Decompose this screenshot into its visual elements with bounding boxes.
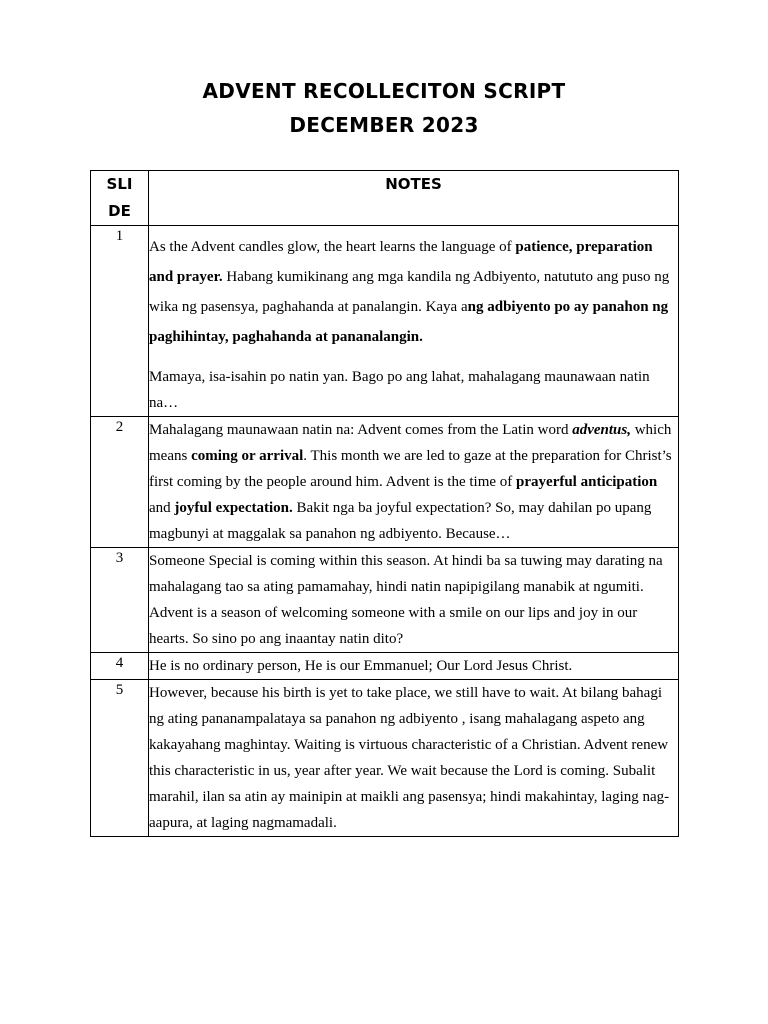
table-header-row xyxy=(91,171,679,226)
document-title: ADVENT RECOLLECITON SCRIPT xyxy=(202,79,566,103)
slide-column-header xyxy=(91,171,149,226)
notes-text: . This month we are led to gaze at the preparation for Christ’s first coming by the people around him. Advent is the time of xyxy=(149,448,672,490)
notes-paragraph xyxy=(149,232,678,352)
notes-column-header: NOTES xyxy=(149,171,679,226)
table-row xyxy=(91,417,679,548)
slide-notes: However, because his birth is yet to take place, we still have to wait. At bilang bahagi ng ating pananampalataya sa panahon ng adbiyento , isang mahalagang aspeto ang kakayahang maghintay. Waiting is virtuous characteristic of a Christian. Advent renew this characteristic in us, year after year. We wait because the Lord is coming. Subalit marahil, ilan sa atin ay mainipin at maikli ang pasensya; hindi makahintay, laging nag-aapura, at laging nagmamadali. xyxy=(149,680,679,837)
notes-text: and xyxy=(149,500,175,516)
notes-text: which means xyxy=(149,422,672,464)
slide-notes: Someone Special is coming within this season. At hindi ba sa tuwing may darating na mahalagang tao sa ating pamamahay, hindi natin napipigilang manabik at ngumiti. Advent is a season of welcoming someone with a smile on our lips and joy in our hearts. So sino po ang inaantay natin dito? xyxy=(149,548,679,653)
table-row xyxy=(91,653,679,680)
notes-bold-text: coming or arrival xyxy=(191,448,304,464)
notes-bold-italic-text: adventus, xyxy=(572,422,631,438)
notes-bold-text: prayerful anticipation xyxy=(516,474,658,490)
notes-text: As the Advent candles glow, the heart learns the language of xyxy=(149,239,516,255)
notes-bold-text: patience, preparation and prayer. xyxy=(149,239,653,285)
notes-bold-text: ng adbiyento po ay panahon ng paghihintay, paghahanda at pananalangin. xyxy=(149,299,669,345)
table-row xyxy=(91,680,679,837)
slide-header-line-1: SLI xyxy=(106,175,133,193)
slide-number: 1 xyxy=(91,226,149,417)
slide-notes: He is no ordinary person, He is our Emmanuel; Our Lord Jesus Christ. xyxy=(149,653,679,680)
slide-number: 5 xyxy=(91,680,149,837)
table-row xyxy=(91,226,679,417)
slide-number: 3 xyxy=(91,548,149,653)
slide-number: 2 xyxy=(91,417,149,548)
slide-header-line-2: DE xyxy=(108,202,131,220)
document-subtitle: DECEMBER 2023 xyxy=(289,113,479,137)
notes-paragraph: Mamaya, isa-isahin po natin yan. Bago po ang lahat, mahalagang maunawaan natin na… xyxy=(149,369,650,411)
table-row xyxy=(91,548,679,653)
script-table xyxy=(90,170,679,837)
notes-text: Mahalagang maunawaan natin na: Advent comes from the Latin word xyxy=(149,422,573,438)
slide-notes xyxy=(149,417,679,548)
slide-number: 4 xyxy=(91,653,149,680)
notes-text: Habang kumikinang ang mga kandila ng Adbiyento, natututo ang puso ng wika ng pasensya, paghahanda at panalangin. Kaya a xyxy=(149,269,670,315)
slide-notes xyxy=(149,226,679,417)
notes-text: Bakit nga ba joyful expectation? So, may dahilan po upang magbunyi at maggalak sa panahon ng adbiyento. Because… xyxy=(149,500,652,542)
notes-bold-text: joyful expectation. xyxy=(174,500,293,516)
